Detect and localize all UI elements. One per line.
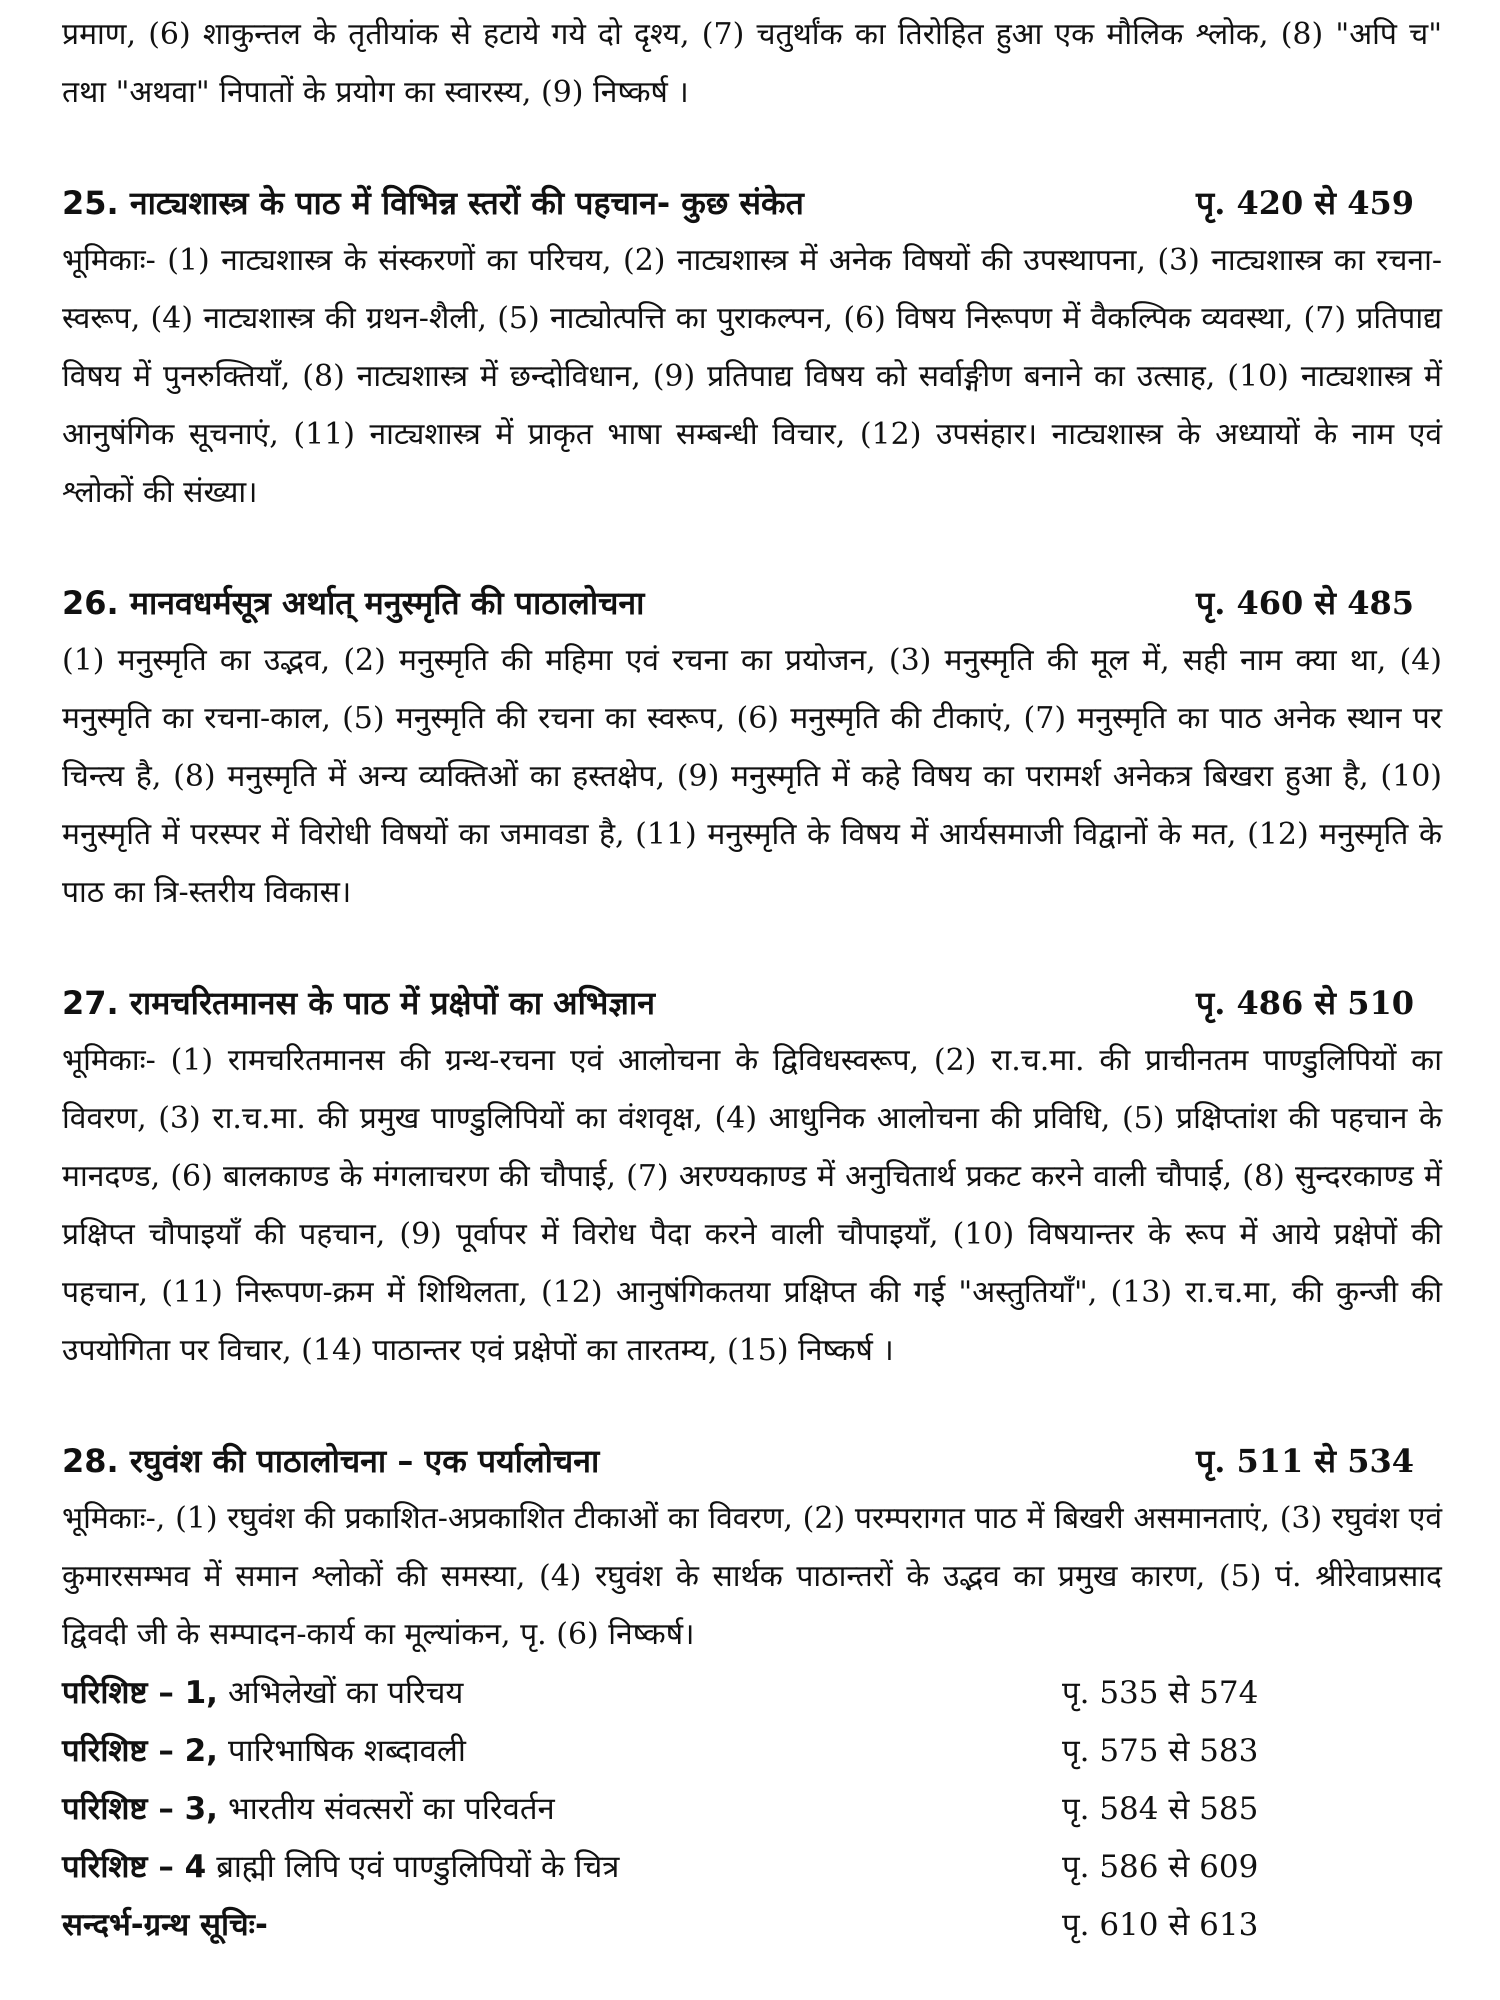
- section-title: 25. नाट्यशास्त्र के पाठ में विभिन्न स्तरों की पहचान- कुछ संकेत: [62, 184, 804, 222]
- appendix-label: परिशिष्ट – 2,: [62, 1733, 218, 1769]
- appendix-label: परिशिष्ट – 1,: [62, 1675, 218, 1711]
- appendix-title: भारतीय संवत्सरों का परिवर्तन: [227, 1791, 555, 1827]
- section-body: (1) मनुस्मृति का उद्भव, (2) मनुस्मृति की महिमा एवं रचना का प्रयोजन, (3) मनुस्मृति की मूल में, सही नाम क्या था, (4) मनुस्मृति का रचना-काल, (5) मनुस्मृति की रचना का स्वरूप, (6) मनुस्मृति की टीकाएं, (7) मनुस्मृति का पाठ अनेक स्थान पर चिन्त्य है, (8) मनुस्मृति में अन्य व्यक्तिओं का हस्तक्षेप, (9) मनुस्मृति में कहे विषय का परामर्श अनेकत्र बिखरा हुआ है, (10) मनुस्मृति में परस्पर में विरोधी विषयों का जमावडा है, (11) मनुस्मृति के विषय में आर्यसमाजी विद्वानों के मत, (12) मनुस्मृति के पाठ का त्रि-स्तरीय विकास।: [62, 643, 1442, 910]
- section-pages: पृ. 420 से 459: [1196, 184, 1414, 222]
- section-heading: [62, 174, 1442, 232]
- section-25: [62, 174, 1442, 522]
- appendix-pages: पृ. 586 से 609: [1062, 1849, 1259, 1885]
- section-heading: [62, 974, 1442, 1032]
- section-26: [62, 574, 1442, 922]
- section-27: [62, 974, 1442, 1380]
- appendix-row: [62, 1722, 1442, 1780]
- section-body: भूमिकाः-, (1) रघुवंश की प्रकाशित-अप्रकाशित टीकाओं का विवरण, (2) परम्परागत पाठ में बिखरी असमानताएं, (3) रघुवंश एवं कुमारसम्भव में समान श्लोकों की समस्या, (4) रघुवंश के सार्थक पाठान्तरों के उद्भव का प्रमुख कारण, (5) पं. श्रीरेवाप्रसाद द्विवदी जी के सम्पादन-कार्य का मूल्यांकन, पृ. (6) निष्कर्ष।: [62, 1501, 1442, 1652]
- appendix-title: ब्राह्मी लिपि एवं पाण्डुलिपियों के चित्र: [216, 1849, 620, 1885]
- section-28: [62, 1432, 1442, 1664]
- appendix-row: [62, 1780, 1442, 1838]
- section-title: 27. रामचरितमानस के पाठ में प्रक्षेपों का अभिज्ञान: [62, 984, 655, 1022]
- bibliography-pages: पृ. 610 से 613: [1062, 1907, 1259, 1943]
- section-title: 28. रघुवंश की पाठालोचना – एक पर्यालोचना: [62, 1442, 600, 1480]
- section-body: भूमिकाः- (1) नाट्यशास्त्र के संस्करणों का परिचय, (2) नाट्यशास्त्र में अनेक विषयों की उपस्थापना, (3) नाट्यशास्त्र का रचना-स्वरूप, (4) नाट्यशास्त्र की ग्रथन-शैली, (5) नाट्योत्पत्ति का पुराकल्पन, (6) विषय निरूपण में वैकल्पिक व्यवस्था, (7) प्रतिपाद्य विषय में पुनरुक्तियाँ, (8) नाट्यशास्त्र में छन्दोविधान, (9) प्रतिपाद्य विषय को सर्वाङ्गीण बनाने का उत्साह, (10) नाट्यशास्त्र में आनुषंगिक सूचनाएं, (11) नाट्यशास्त्र में प्राकृत भाषा सम्बन्धी विचार, (12) उपसंहार। नाट्यशास्त्र के अध्यायों के नाम एवं श्लोकों की संख्या।: [62, 243, 1442, 510]
- intro-paragraph: प्रमाण, (6) शाकुन्तल के तृतीयांक से हटाये गये दो दृश्य, (7) चतुर्थांक का तिरोहित हुआ एक मौलिक श्लोक, (8) "अपि च" तथा "अथवा" निपातों के प्रयोग का स्वारस्य, (9) निष्कर्ष ।: [62, 17, 1442, 110]
- appendix-row: [62, 1664, 1442, 1722]
- section-heading: [62, 1432, 1442, 1490]
- appendix-title: पारिभाषिक शब्दावली: [227, 1733, 466, 1769]
- section-title: 26. मानवधर्मसूत्र अर्थात् मनुस्मृति की पाठालोचना: [62, 584, 645, 622]
- section-pages: पृ. 486 से 510: [1196, 984, 1414, 1022]
- appendix-label: परिशिष्ट – 4: [62, 1849, 207, 1885]
- section-pages: पृ. 511 से 534: [1196, 1442, 1414, 1480]
- appendix-title: अभिलेखों का परिचय: [227, 1675, 464, 1711]
- appendix-label: परिशिष्ट – 3,: [62, 1791, 218, 1827]
- bibliography-row: [62, 1896, 1442, 1954]
- section-body: भूमिकाः- (1) रामचरितमानस की ग्रन्थ-रचना एवं आलोचना के द्विविधस्वरूप, (2) रा.च.मा. की प्राचीनतम पाण्डुलिपियों का विवरण, (3) रा.च.मा. की प्रमुख पाण्डुलिपियों का वंशवृक्ष, (4) आधुनिक आलोचना की प्रविधि, (5) प्रक्षिप्तांश की पहचान के मानदण्ड, (6) बालकाण्ड के मंगलाचरण की चौपाई, (7) अरण्यकाण्ड में अनुचितार्थ प्रकट करने वाली चौपाई, (8) सुन्दरकाण्ड में प्रक्षिप्त चौपाइयाँ की पहचान, (9) पूर्वापर में विरोध पैदा करने वाली चौपाइयाँ, (10) विषयान्तर के रूप में आये प्रक्षेपों की पहचान, (11) निरूपण-क्रम में शिथिलता, (12) आनुषंगिकतया प्रक्षिप्त की गई "अस्तुतियाँ", (13) रा.च.मा, की कुन्जी की उपयोगिता पर विचार, (14) पाठान्तर एवं प्रक्षेपों का तारतम्य, (15) निष्कर्ष ।: [62, 1043, 1442, 1368]
- appendix-pages: पृ. 535 से 574: [1062, 1675, 1259, 1711]
- section-pages: पृ. 460 से 485: [1196, 584, 1414, 622]
- appendix-list: [62, 1664, 1442, 1954]
- appendix-pages: पृ. 575 से 583: [1062, 1733, 1259, 1769]
- appendix-pages: पृ. 584 से 585: [1062, 1791, 1259, 1827]
- appendix-row: [62, 1838, 1442, 1896]
- bibliography-label: सन्दर्भ-ग्रन्थ सूचिः-: [62, 1907, 268, 1943]
- section-heading: [62, 574, 1442, 632]
